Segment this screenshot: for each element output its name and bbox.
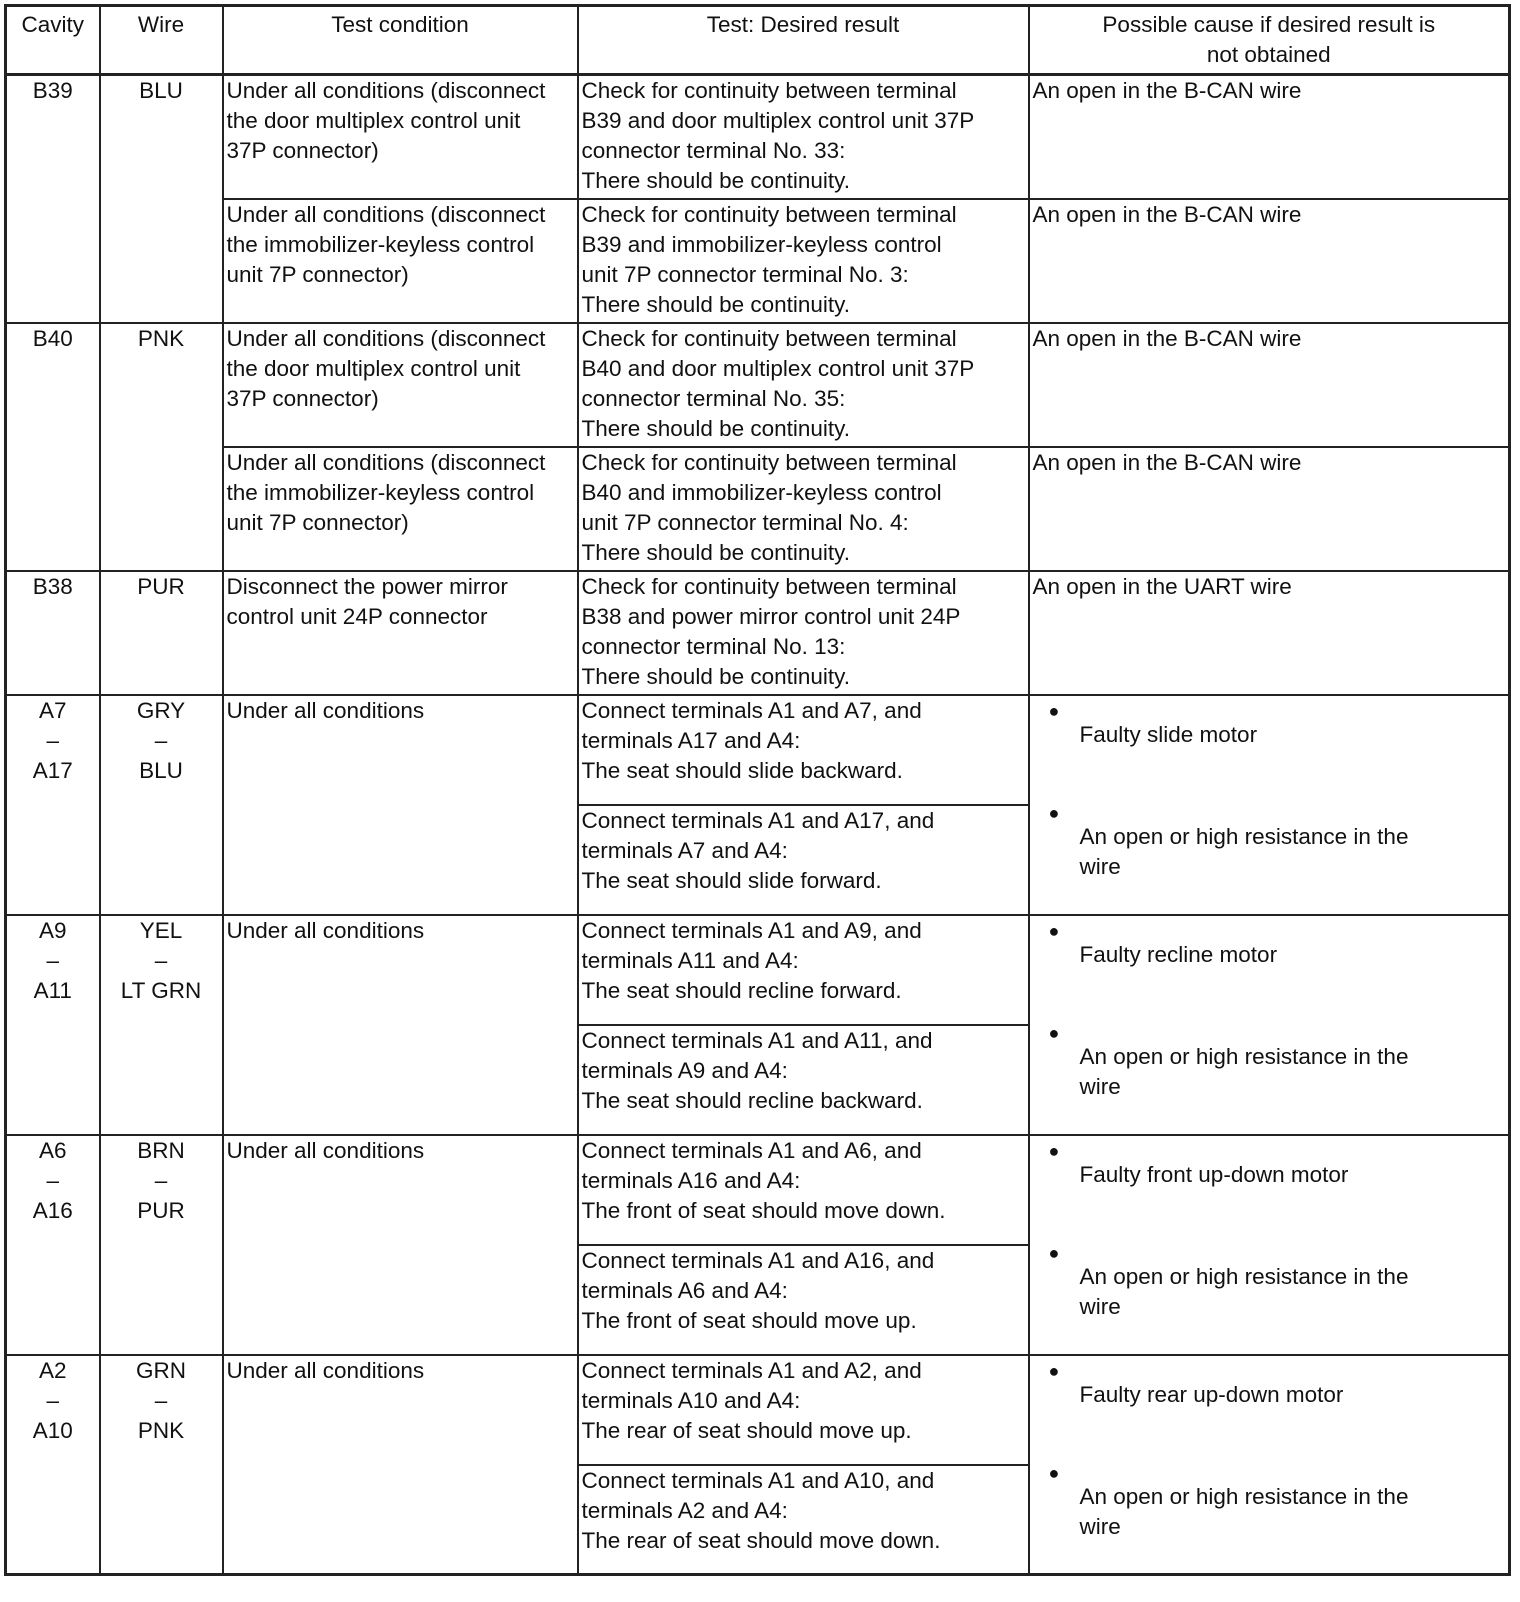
condition-cell: Disconnect the power mirror control unit 24P connector <box>223 571 578 695</box>
cause-item <box>1030 1458 1509 1542</box>
cause-cell <box>1029 915 1510 1135</box>
cavity-cell: B38 <box>6 571 100 695</box>
wire-cell: GRY – BLU <box>100 695 223 915</box>
result-cell: Connect terminals A1 and A2, and terminals A10 and A4: The rear of seat should move up. <box>578 1355 1029 1465</box>
header-wire: Wire <box>100 6 223 75</box>
wire-cell: PNK <box>100 323 223 571</box>
cause-cell: An open in the B-CAN wire <box>1029 447 1510 571</box>
result-cell: Connect terminals A1 and A10, and terminals A2 and A4: The rear of seat should move down. <box>578 1465 1029 1575</box>
wire-cell: PUR <box>100 571 223 695</box>
cause-item <box>1030 916 1509 1018</box>
result-cell: Connect terminals A1 and A7, and terminals A17 and A4: The seat should slide backward. <box>578 695 1029 805</box>
cause-text: An open or high resistance in the wire <box>1079 823 1409 879</box>
cause-text: Faulty slide motor <box>1079 721 1258 747</box>
header-desired-result: Test: Desired result <box>578 6 1029 75</box>
header-cavity: Cavity <box>6 6 100 75</box>
cause-cell: An open in the UART wire <box>1029 571 1510 695</box>
cause-cell: An open in the B-CAN wire <box>1029 199 1510 323</box>
cause-item <box>1030 798 1509 882</box>
condition-cell: Under all conditions <box>223 915 578 1135</box>
cause-cell <box>1029 1355 1510 1575</box>
condition-cell: Under all conditions <box>223 1135 578 1355</box>
result-cell: Check for continuity between terminal B39 and door multiplex control unit 37P connector terminal No. 33: There should be continuity. <box>578 75 1029 199</box>
bullet-icon: ● <box>1048 1022 1060 1043</box>
condition-cell: Under all conditions (disconnect the door multiplex control unit 37P connector) <box>223 323 578 447</box>
result-cell: Check for continuity between terminal B38 and power mirror control unit 24P connector terminal No. 13: There should be continuity. <box>578 571 1029 695</box>
cause-text: An open or high resistance in the wire <box>1079 1483 1409 1539</box>
cavity-cell: A7 – A17 <box>6 695 100 915</box>
wire-cell: YEL – LT GRN <box>100 915 223 1135</box>
table-row <box>6 915 1510 1025</box>
cause-cell <box>1029 1135 1510 1355</box>
cause-cell: An open in the B-CAN wire <box>1029 75 1510 199</box>
cavity-cell: B39 <box>6 75 100 323</box>
condition-cell: Under all conditions <box>223 1355 578 1575</box>
wire-cell: BLU <box>100 75 223 323</box>
cause-item <box>1030 1356 1509 1458</box>
troubleshooting-table <box>4 4 1511 1576</box>
cause-text: An open or high resistance in the wire <box>1079 1043 1409 1099</box>
bullet-icon: ● <box>1048 700 1060 721</box>
cavity-cell: A2 – A10 <box>6 1355 100 1575</box>
cause-cell: An open in the B-CAN wire <box>1029 323 1510 447</box>
wire-cell: GRN – PNK <box>100 1355 223 1575</box>
table-row <box>6 323 1510 447</box>
cause-cell <box>1029 695 1510 915</box>
header-possible-cause: Possible cause if desired result is not obtained <box>1029 6 1510 75</box>
condition-cell: Under all conditions (disconnect the immobilizer-keyless control unit 7P connector) <box>223 199 578 323</box>
table-row <box>6 1135 1510 1245</box>
result-cell: Connect terminals A1 and A11, and terminals A9 and A4: The seat should recline backward. <box>578 1025 1029 1135</box>
table-row <box>6 199 1510 323</box>
result-cell: Check for continuity between terminal B40 and immobilizer-keyless control unit 7P connector terminal No. 4: There should be continuity. <box>578 447 1029 571</box>
condition-cell: Under all conditions (disconnect the door multiplex control unit 37P connector) <box>223 75 578 199</box>
cavity-cell: A9 – A11 <box>6 915 100 1135</box>
table-row <box>6 571 1510 695</box>
result-cell: Connect terminals A1 and A16, and terminals A6 and A4: The front of seat should move up. <box>578 1245 1029 1355</box>
cavity-cell: A6 – A16 <box>6 1135 100 1355</box>
cause-item <box>1030 696 1509 798</box>
cause-text: An open or high resistance in the wire <box>1079 1263 1409 1319</box>
wire-cell: BRN – PUR <box>100 1135 223 1355</box>
result-cell: Check for continuity between terminal B39 and immobilizer-keyless control unit 7P connector terminal No. 3: There should be continuity. <box>578 199 1029 323</box>
result-cell: Check for continuity between terminal B40 and door multiplex control unit 37P connector terminal No. 35: There should be continuity. <box>578 323 1029 447</box>
result-cell: Connect terminals A1 and A6, and terminals A16 and A4: The front of seat should move down. <box>578 1135 1029 1245</box>
bullet-icon: ● <box>1048 1242 1060 1263</box>
table-row <box>6 695 1510 805</box>
bullet-icon: ● <box>1048 920 1060 941</box>
cause-text: Faulty rear up-down motor <box>1079 1381 1344 1407</box>
cause-item <box>1030 1238 1509 1322</box>
bullet-icon: ● <box>1048 1360 1060 1381</box>
result-cell: Connect terminals A1 and A9, and terminals A11 and A4: The seat should recline forward. <box>578 915 1029 1025</box>
condition-cell: Under all conditions (disconnect the immobilizer-keyless control unit 7P connector) <box>223 447 578 571</box>
table-row <box>6 75 1510 199</box>
table-row <box>6 1355 1510 1465</box>
cause-text: Faulty front up-down motor <box>1079 1161 1349 1187</box>
bullet-icon: ● <box>1048 802 1060 823</box>
cavity-cell: B40 <box>6 323 100 571</box>
cause-text: Faulty recline motor <box>1079 941 1278 967</box>
bullet-icon: ● <box>1048 1462 1060 1483</box>
condition-cell: Under all conditions <box>223 695 578 915</box>
result-cell: Connect terminals A1 and A17, and terminals A7 and A4: The seat should slide forward. <box>578 805 1029 915</box>
cause-item <box>1030 1018 1509 1102</box>
bullet-icon: ● <box>1048 1140 1060 1161</box>
header-test-condition: Test condition <box>223 6 578 75</box>
header-row <box>6 6 1510 75</box>
cause-item <box>1030 1136 1509 1238</box>
table-row <box>6 447 1510 571</box>
